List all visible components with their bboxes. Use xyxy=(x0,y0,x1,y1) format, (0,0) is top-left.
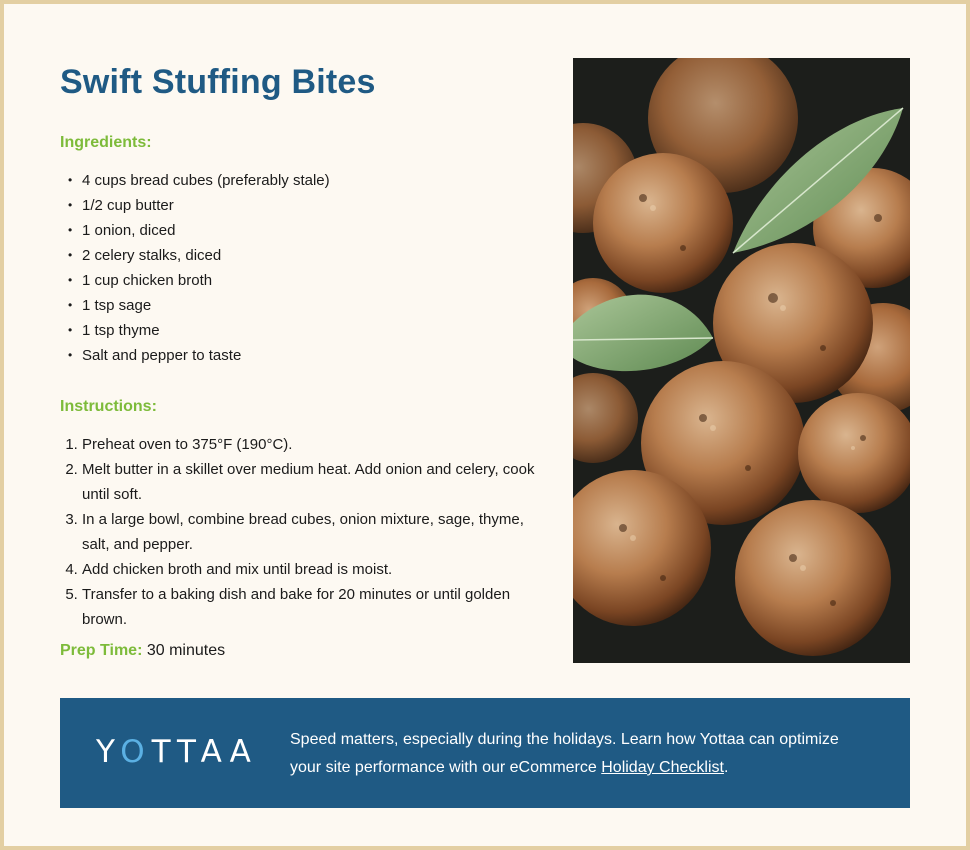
prep-time xyxy=(60,642,540,660)
ingredients-list xyxy=(60,168,540,368)
banner-text-end: . xyxy=(723,759,729,776)
banner-text: Speed matters, especially during the holidays. Learn how Yottaa can optimize your site performance with our eCommerce xyxy=(290,731,839,776)
instruction-step: 4. Add chicken broth and mix until bread is moist. xyxy=(82,557,540,582)
ingredient-item: • Salt and pepper to taste xyxy=(60,343,540,368)
recipe-title: Swift Stuffing Bites xyxy=(60,63,376,101)
promo-banner xyxy=(60,698,910,808)
instruction-step: 3. In a large bowl, combine bread cubes, onion mixture, sage, thyme, salt, and pepper. xyxy=(82,507,540,557)
recipe-photo xyxy=(573,58,910,663)
instruction-step: 5. Transfer to a baking dish and bake for 20 minutes or until golden brown. xyxy=(82,582,540,632)
ingredient-item: • 2 celery stalks, diced xyxy=(60,243,540,268)
instructions-heading: Instructions: xyxy=(60,398,157,415)
prep-time-value: 30 minutes xyxy=(146,642,226,659)
ingredient-item: • 1 onion, diced xyxy=(60,218,540,243)
stuffing-bites-photo xyxy=(573,58,910,663)
holiday-checklist-link[interactable]: Holiday Checklist xyxy=(601,759,724,776)
ingredient-item: • 1 tsp sage xyxy=(60,293,540,318)
recipe-content xyxy=(60,60,540,660)
logo-letters: Y xyxy=(96,734,121,770)
yottaa-logo xyxy=(96,734,258,770)
ingredient-item: • 1/2 cup butter xyxy=(60,193,540,218)
ingredients-heading: Ingredients: xyxy=(60,134,152,151)
instruction-step: 1. Preheat oven to 375°F (190°C). xyxy=(82,432,540,457)
instructions-list xyxy=(60,432,540,632)
ingredient-item: • 1 cup chicken broth xyxy=(60,268,540,293)
banner-message xyxy=(290,726,870,782)
logo-letters: TTAA xyxy=(151,734,258,770)
ingredient-item: • 4 cups bread cubes (preferably stale) xyxy=(60,168,540,193)
instruction-step: 2. Melt butter in a skillet over medium heat. Add onion and celery, cook until soft. xyxy=(82,457,540,507)
logo-accent-letter: O xyxy=(120,734,152,770)
ingredient-item: • 1 tsp thyme xyxy=(60,318,540,343)
prep-time-label: Prep Time: xyxy=(60,642,143,659)
